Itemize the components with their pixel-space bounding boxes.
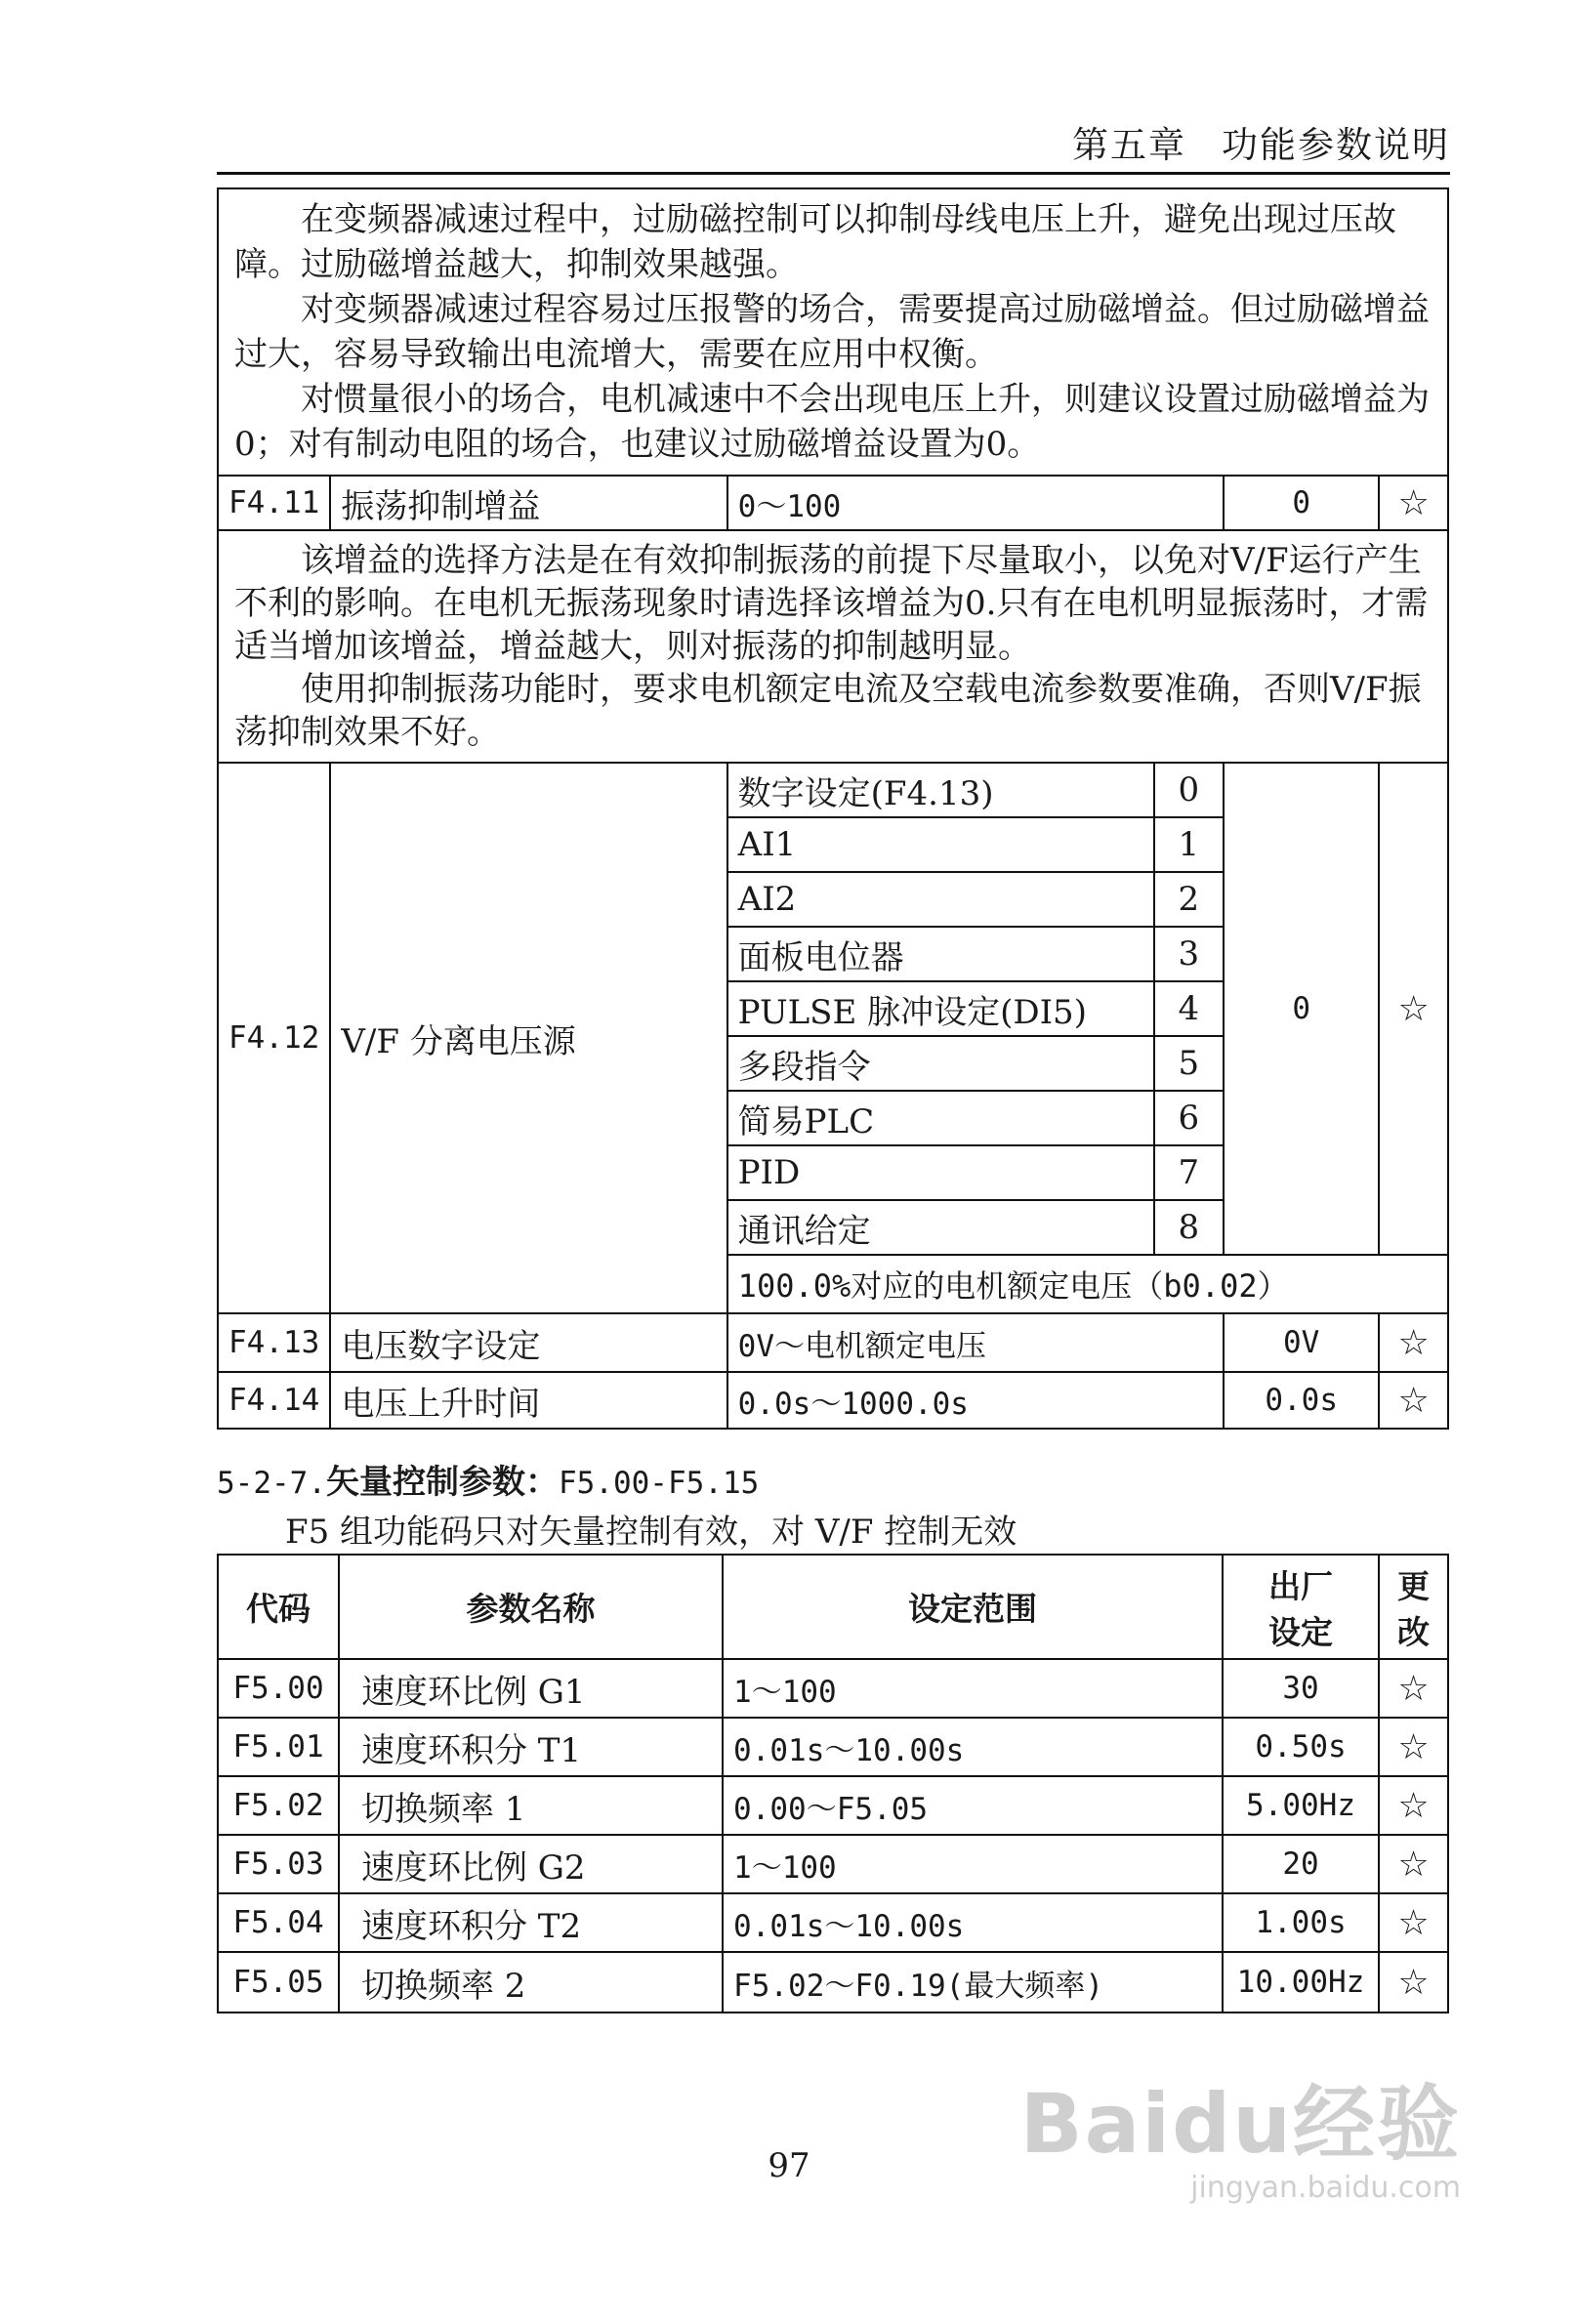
chapter-label: 第五章 xyxy=(1072,124,1186,166)
param-name: 电压数字设定 xyxy=(330,1313,727,1372)
param-range: F5.02～F0.19(最大频率) xyxy=(723,1952,1223,2013)
option-label: 简易PLC xyxy=(727,1091,1154,1145)
section-title: 矢量控制参数： xyxy=(325,1463,559,1502)
param-range: 0V～电机额定电压 xyxy=(727,1313,1224,1372)
chapter-header xyxy=(1072,115,1450,168)
param-name: 切换频率 1 xyxy=(339,1776,723,1835)
param-default: 0.0s xyxy=(1224,1372,1379,1429)
option-label: 通讯给定 xyxy=(727,1200,1154,1255)
param-code: F5.03 xyxy=(218,1835,339,1893)
star-icon: ☆ xyxy=(1379,1372,1448,1429)
param-name: 振荡抑制增益 xyxy=(330,476,727,530)
parameter-table-f4 xyxy=(217,187,1449,1430)
section-number: 5-2-7. xyxy=(217,1466,326,1501)
param-row-f414 xyxy=(218,1372,1448,1429)
desc-row-f411 xyxy=(218,530,1448,763)
option-label: PID xyxy=(727,1145,1154,1200)
table-row xyxy=(218,1659,1448,1718)
param-name: 电压上升时间 xyxy=(330,1372,727,1429)
param-default: 20 xyxy=(1223,1835,1379,1893)
baidu-watermark xyxy=(1020,2058,1461,2205)
param-name: 切换频率 2 xyxy=(339,1952,723,2013)
param-default: 10.00Hz xyxy=(1223,1952,1379,2013)
param-default: 0.50s xyxy=(1223,1718,1379,1776)
param-row-f411 xyxy=(218,476,1448,530)
desc-row-f410 xyxy=(218,188,1448,476)
header-default: 出厂设定 xyxy=(1223,1555,1379,1659)
table-row xyxy=(218,1835,1448,1893)
star-icon: ☆ xyxy=(1379,1659,1448,1718)
option-value: 5 xyxy=(1154,1036,1225,1091)
param-code: F4.11 xyxy=(218,476,330,530)
param-code: F5.02 xyxy=(218,1776,339,1835)
desc-cell-f410 xyxy=(218,188,1448,476)
option-value: 2 xyxy=(1154,872,1225,927)
star-icon: ☆ xyxy=(1379,1893,1448,1952)
star-icon: ☆ xyxy=(1379,476,1448,530)
star-icon: ☆ xyxy=(1379,1313,1448,1372)
option-note: 100.0%对应的电机额定电压（b0.02） xyxy=(727,1255,1448,1313)
desc-paragraph: 对惯量很小的场合，电机减速中不会出现电压上升，则建议设置过励磁增益为0；对有制动电阻的场合，也建议过励磁增益设置为0。 xyxy=(234,380,1430,464)
option-label: AI2 xyxy=(727,872,1154,927)
option-label: AI1 xyxy=(727,817,1154,872)
option-value: 3 xyxy=(1154,927,1225,981)
watermark-brand: Baidu经验 xyxy=(1019,2076,1461,2172)
param-name: V/F 分离电压源 xyxy=(330,763,727,1313)
option-value: 6 xyxy=(1154,1091,1225,1145)
section-heading xyxy=(217,1455,759,1503)
star-icon: ☆ xyxy=(1379,1952,1448,2013)
option-label: 数字设定(F4.13) xyxy=(727,763,1154,817)
param-name: 速度环比例 G1 xyxy=(339,1659,723,1718)
option-value: 4 xyxy=(1154,981,1225,1036)
param-default: 1.00s xyxy=(1223,1893,1379,1952)
param-name: 速度环积分 T1 xyxy=(339,1718,723,1776)
param-default: 0V xyxy=(1224,1313,1379,1372)
param-range: 1～100 xyxy=(723,1659,1223,1718)
section-range: F5.00-F5.15 xyxy=(558,1466,760,1501)
watermark-url: jingyan.baidu.com xyxy=(1190,2171,1461,2205)
header-change: 更改 xyxy=(1379,1555,1448,1659)
page-number: 97 xyxy=(768,2146,810,2185)
option-label: PULSE 脉冲设定(DI5) xyxy=(727,981,1154,1036)
option-value: 7 xyxy=(1154,1145,1225,1200)
param-range: 0.00～F5.05 xyxy=(723,1776,1223,1835)
param-range: 0.0s～1000.0s xyxy=(727,1372,1224,1429)
param-name: 速度环积分 T2 xyxy=(339,1893,723,1952)
star-icon: ☆ xyxy=(1379,1835,1448,1893)
desc-paragraph: 使用抑制振荡功能时，要求电机额定电流及空载电流参数要准确，否则V/F振荡抑制效果不好。 xyxy=(234,670,1422,752)
param-default: 0 xyxy=(1224,476,1379,530)
param-range: 0.01s～10.00s xyxy=(723,1718,1223,1776)
option-value: 8 xyxy=(1154,1200,1225,1255)
table-row xyxy=(218,1718,1448,1776)
param-range: 0～100 xyxy=(727,476,1224,530)
star-icon: ☆ xyxy=(1379,1718,1448,1776)
param-default: 5.00Hz xyxy=(1223,1776,1379,1835)
desc-paragraph: 该增益的选择方法是在有效抑制振荡的前提下尽量取小，以免对V/F运行产生不利的影响。在电机无振荡现象时请选择该增益为0.只有在电机明显振荡时，才需适当增加该增益，增益越大，则对振荡的抑制越明显。 xyxy=(234,541,1429,666)
param-default: 30 xyxy=(1223,1659,1379,1718)
header-rule xyxy=(217,172,1450,175)
option-value: 1 xyxy=(1154,817,1225,872)
param-code: F5.04 xyxy=(218,1893,339,1952)
param-code: F4.13 xyxy=(218,1313,330,1372)
param-code: F5.00 xyxy=(218,1659,339,1718)
table-row xyxy=(218,1893,1448,1952)
option-label: 面板电位器 xyxy=(727,927,1154,981)
param-code: F4.12 xyxy=(218,763,330,1313)
star-icon: ☆ xyxy=(1379,763,1448,1255)
param-row-f413 xyxy=(218,1313,1448,1372)
chapter-title: 功能参数说明 xyxy=(1222,124,1450,166)
param-default: 0 xyxy=(1224,763,1379,1255)
desc-paragraph: 在变频器减速过程中，过励磁控制可以抑制母线电压上升，避免出现过压故障。过励磁增益越大，抑制效果越强。 xyxy=(234,200,1396,284)
header-code: 代码 xyxy=(218,1555,339,1659)
option-label: 多段指令 xyxy=(727,1036,1154,1091)
param-code: F4.14 xyxy=(218,1372,330,1429)
option-value: 0 xyxy=(1154,763,1225,817)
param-range: 0.01s～10.00s xyxy=(723,1893,1223,1952)
star-icon: ☆ xyxy=(1379,1776,1448,1835)
desc-paragraph: 对变频器减速过程容易过压报警的场合，需要提高过励磁增益。但过励磁增益过大，容易导致输出电流增大，需要在应用中权衡。 xyxy=(234,290,1430,374)
desc-cell-f411 xyxy=(218,530,1448,763)
param-code: F5.01 xyxy=(218,1718,339,1776)
table-header-row xyxy=(218,1555,1448,1659)
header-name: 参数名称 xyxy=(339,1555,723,1659)
table-row xyxy=(218,1952,1448,2013)
parameter-table-f5 xyxy=(217,1554,1449,2013)
param-name: 速度环比例 G2 xyxy=(339,1835,723,1893)
header-range: 设定范围 xyxy=(723,1555,1223,1659)
section-note: F5 组功能码只对矢量控制有效，对 V/F 控制无效 xyxy=(285,1513,1017,1552)
param-row-f412 xyxy=(218,763,1448,817)
param-range: 1～100 xyxy=(723,1835,1223,1893)
table-row xyxy=(218,1776,1448,1835)
param-code: F5.05 xyxy=(218,1952,339,2013)
